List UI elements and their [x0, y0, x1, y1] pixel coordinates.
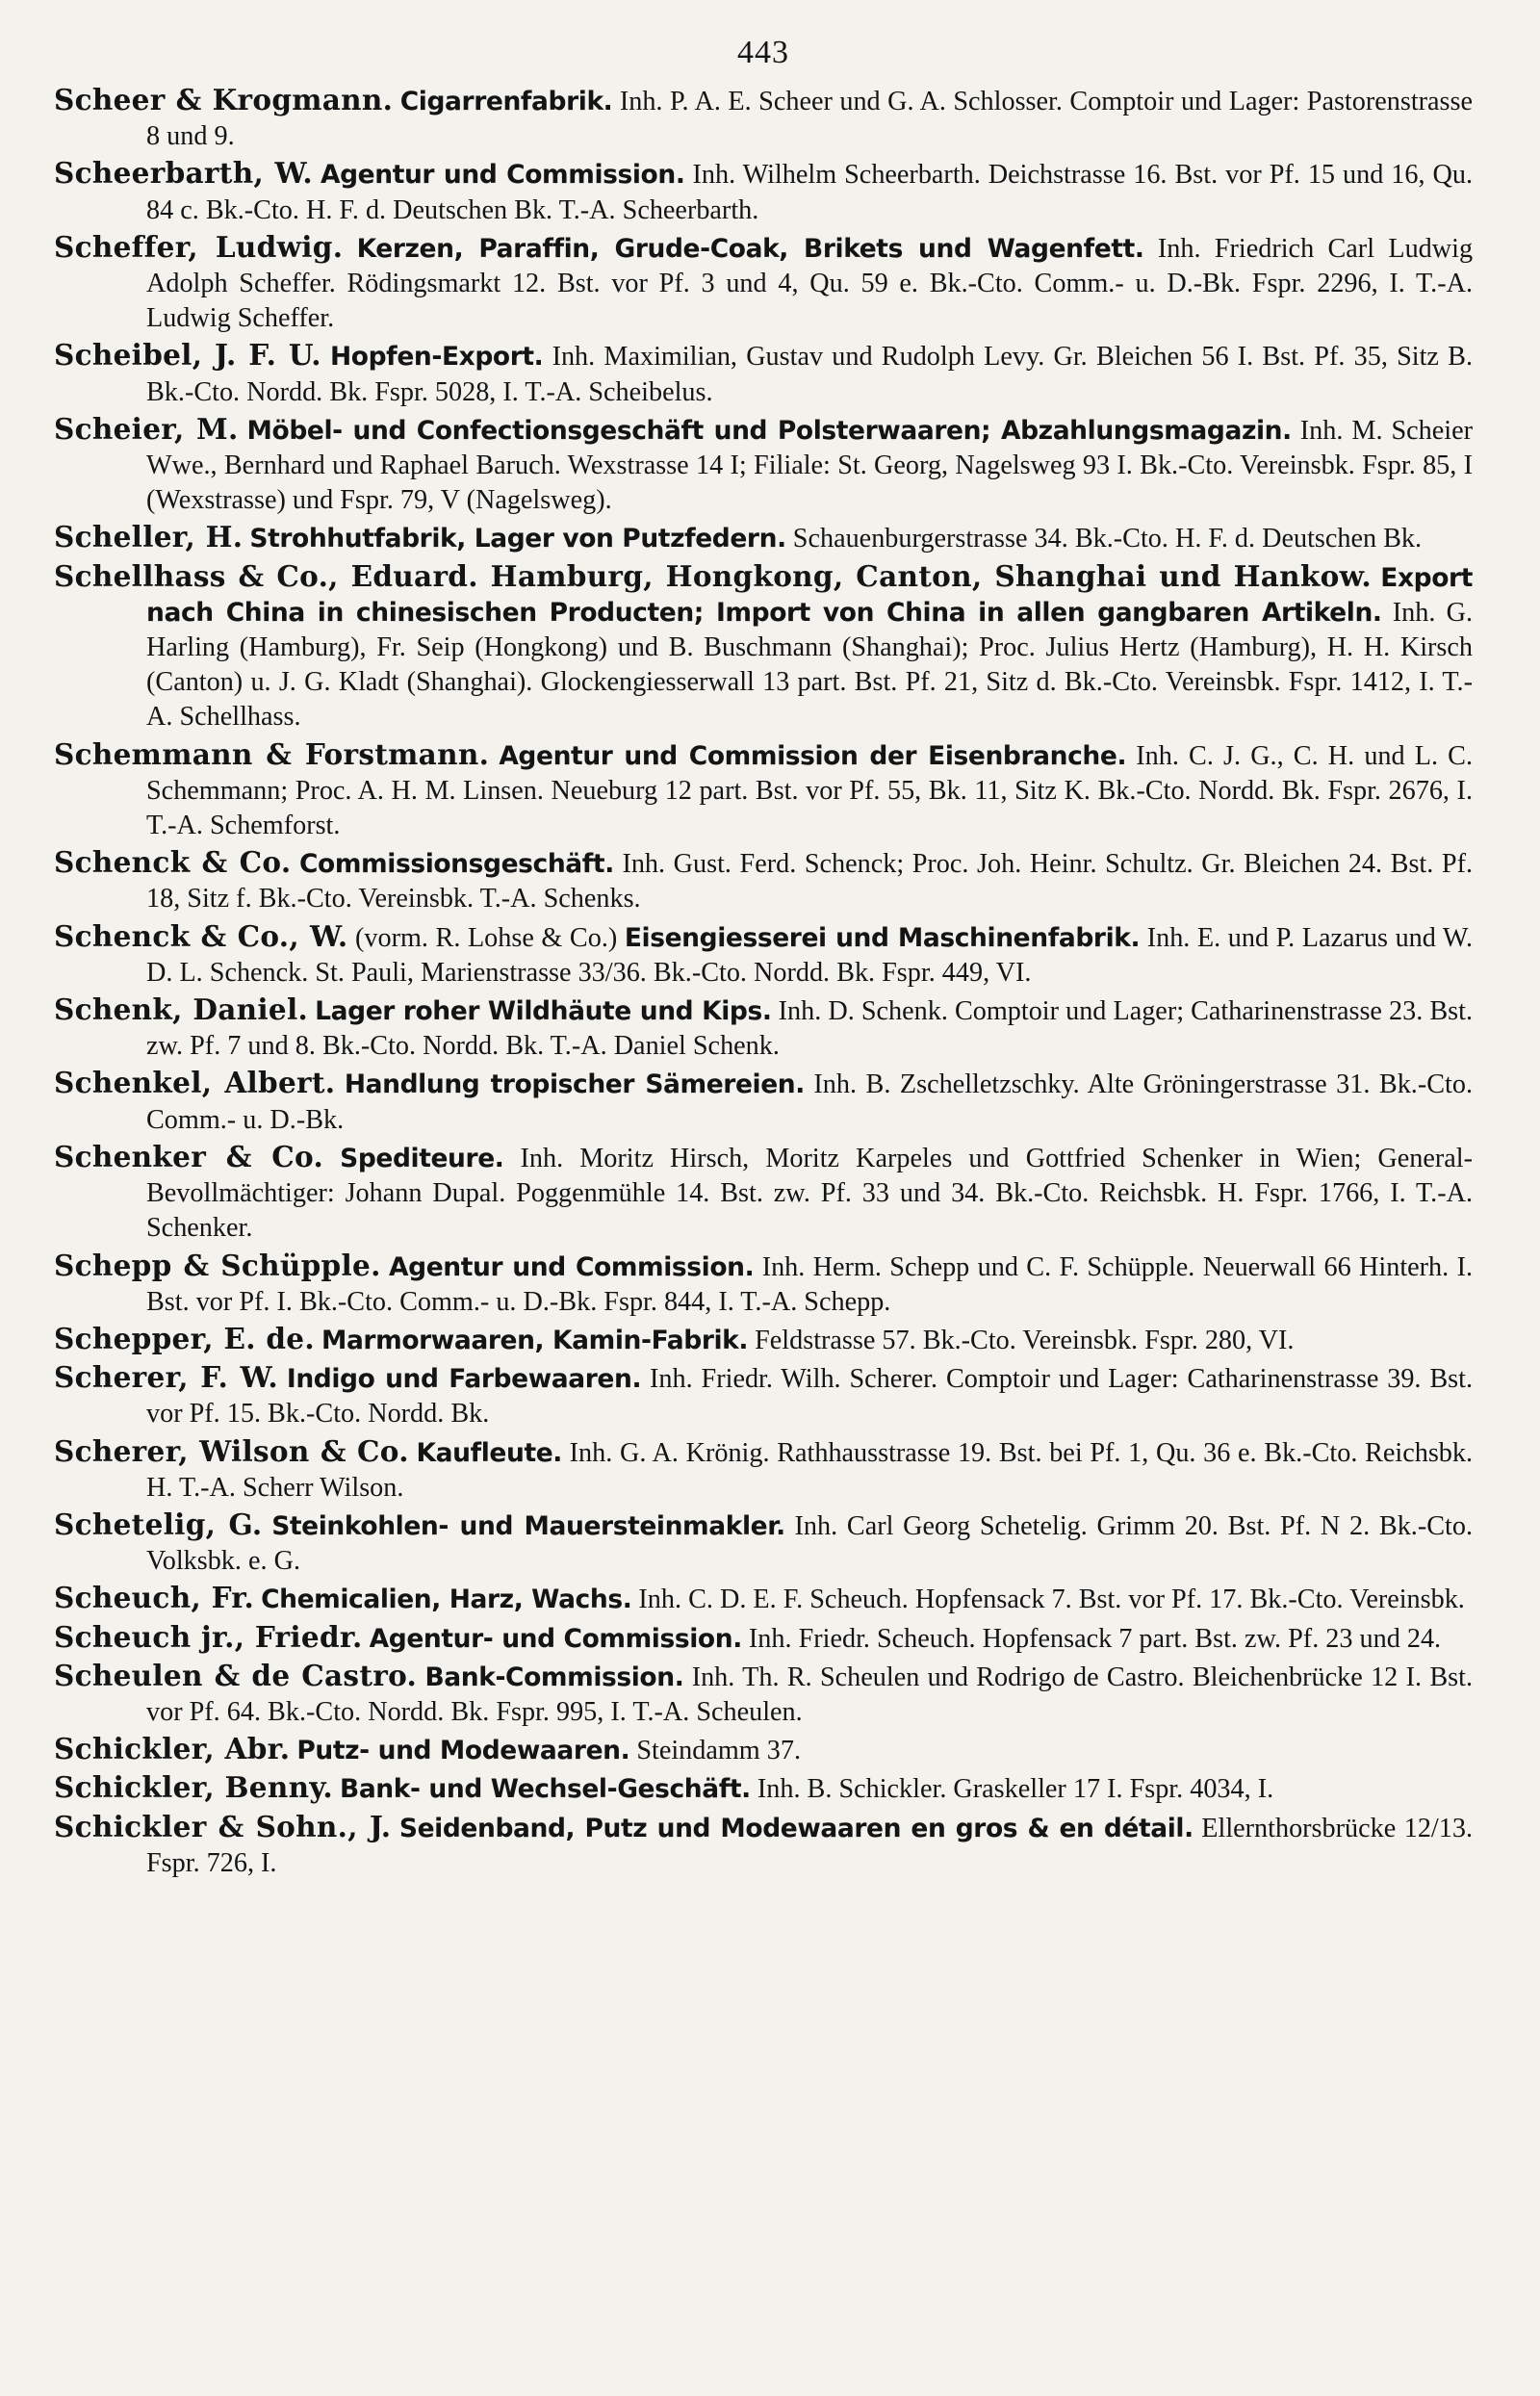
- business-type: Agentur und Commission.: [389, 1251, 755, 1282]
- firm-name: Schepp & Schüpple.: [54, 1248, 381, 1282]
- business-type: Strohhutfabrik, Lager von Putzfedern.: [249, 524, 786, 554]
- business-type: Handlung tropischer Sämereien.: [344, 1069, 805, 1100]
- directory-entry: [54, 1248, 1473, 1320]
- business-type: Lager roher Wildhäute und Kips.: [315, 996, 772, 1027]
- business-type: Putz- und Modewaaren.: [296, 1736, 630, 1766]
- firm-name: Schickler, Benny.: [54, 1770, 333, 1805]
- directory-entry: [54, 229, 1474, 337]
- firm-name: Schenk, Daniel.: [54, 992, 309, 1027]
- business-type: Marmorwaaren, Kamin-Fabrik.: [321, 1325, 749, 1355]
- business-type: Kerzen, Paraffin, Grude-Coak, Brikets und Wagenfett.: [356, 233, 1144, 264]
- firm-name: Scherer, F. W.: [54, 1360, 278, 1395]
- firm-name: Scheuch jr., Friedr.: [54, 1619, 363, 1654]
- directory-entry: [54, 1321, 1473, 1358]
- entry-details: Inh. Gust. Ferd. Schenck; Proc. Joh. Heinr. Schultz. Gr. Bleichen 24. Bst. Pf. 18, Sitz f. Bk.-Cto. Vereinsbk. T.-A. Schenks.: [146, 849, 1473, 915]
- firm-name: Scheerbarth, W.: [54, 156, 313, 191]
- directory-entry: [54, 520, 1473, 556]
- firm-name: Schetelig, G.: [54, 1507, 263, 1541]
- firm-note: (vorm. R. Lohse & Co.): [355, 922, 618, 953]
- directory-entry: [54, 992, 1474, 1064]
- directory-entry: [54, 1581, 1473, 1617]
- firm-name: Schepper, E. de.: [54, 1321, 315, 1355]
- directory-entry: [54, 1770, 1473, 1807]
- business-type: Agentur und Commission der Eisenbranche.: [499, 740, 1127, 771]
- directory-entry: [54, 1732, 1473, 1768]
- business-type: Seidenband, Putz und Modewaaren en gros & en détail.: [398, 1813, 1194, 1843]
- firm-name: Scheuch, Fr.: [54, 1581, 255, 1615]
- entry-details: Inh. B. Zschelletzschky. Alte Gröningerstrasse 31. Bk.-Cto. Comm.- u. D.-Bk.: [146, 1069, 1474, 1135]
- firm-name: Schenker & Co.: [54, 1139, 324, 1173]
- firm-name: Scherer, Wilson & Co.: [54, 1433, 409, 1468]
- directory-entry: [54, 918, 1473, 991]
- directory-entry: [54, 1507, 1473, 1579]
- directory-entry: [54, 411, 1473, 519]
- entry-details: Inh. Wilhelm Scheerbarth. Deichstrasse 16. Bst. vor Pf. 15 und 16, Qu. 84 c. Bk.-Cto. H. F. d. Deutschen Bk. T.-A. Scheerbarth.: [146, 160, 1474, 225]
- entry-details: Feldstrasse 57. Bk.-Cto. Vereinsbk. Fspr. 280, VI.: [755, 1325, 1295, 1355]
- firm-name: Scheulen & de Castro.: [54, 1658, 418, 1692]
- entry-details: Inh. Friedr. Scheuch. Hopfensack 7 part. Bst. zw. Pf. 23 und 24.: [748, 1623, 1442, 1654]
- directory-entry: [54, 1433, 1474, 1506]
- directory-entry: [54, 1658, 1473, 1730]
- business-type: Cigarrenfabrik.: [399, 87, 613, 116]
- firm-name: Schenck & Co.: [54, 845, 292, 880]
- entry-details: Inh. C. J. G., C. H. und L. C. Schemmann; Proc. A. H. M. Linsen. Neueburg 12 part. Bst. vor Pf. 55, Bk. 11, Sitz K. Bk.-Cto. Nordd. Bk. Fspr. 2676, I. T.-A. Schemforst.: [146, 740, 1474, 841]
- entry-details: Schauenburgerstrasse 34. Bk.-Cto. H. F. d. Deutschen Bk.: [792, 524, 1423, 554]
- business-type: Chemicalien, Harz, Wachs.: [261, 1584, 632, 1615]
- firm-name: Schenkel, Albert.: [54, 1066, 336, 1100]
- firm-name: Scheer & Krogmann.: [54, 83, 394, 116]
- directory-entry: [54, 1619, 1473, 1657]
- firm-name: Schemmann & Forstmann.: [54, 736, 490, 771]
- firm-name: Scheller, H.: [54, 520, 244, 554]
- business-type: Commissionsgeschäft.: [298, 849, 614, 880]
- directory-entry: [54, 1066, 1474, 1137]
- firm-name: Schenck & Co., W.: [54, 918, 348, 953]
- firm-name: Schickler, Abr.: [54, 1732, 291, 1766]
- entry-details: Inh. G. A. Krönig. Rathhausstrasse 19. Bst. bei Pf. 1, Qu. 36 e. Bk.-Cto. Reichsbk. H. T.-A. Scherr Wilson.: [146, 1437, 1474, 1503]
- entry-details: Inh. G. Harling (Hamburg), Fr. Seip (Hongkong) und B. Buschmann (Shanghai); Proc. Julius Hertz (Hamburg), H. H. Kirsch (Canton) u. J. G. Kladt (Shanghai). Glockengiesserwall 13 part. Bst. Pf. 21, Sitz d. Bk.-Cto. Vereinsbk. Fspr. 1412, I. T.-A. Schellhass.: [146, 597, 1473, 733]
- directory-entry: [54, 156, 1474, 227]
- entry-details: Inh. Friedrich Carl Ludwig Adolph Scheffer. Rödingsmarkt 12. Bst. vor Pf. 3 und 4, Qu. 59 e. Bk.-Cto. Comm.- u. D.-Bk. Fspr. 2296, I. T.-A. Ludwig Scheffer.: [146, 233, 1474, 334]
- business-type: Kaufleute.: [416, 1437, 562, 1468]
- directory-entry: [54, 1809, 1473, 1881]
- directory-entry: [54, 736, 1474, 844]
- entry-details: Inh. Maximilian, Gustav und Rudolph Levy. Gr. Bleichen 56 I. Bst. Pf. 35, Sitz B. Bk.-Cto. Nordd. Bk. Fspr. 5028, I. T.-A. Scheibelus.: [146, 342, 1474, 407]
- firm-name: Schickler & Sohn., J.: [54, 1809, 392, 1843]
- business-type: Agentur- und Commission.: [369, 1623, 742, 1654]
- entry-details: Steindamm 37.: [636, 1736, 802, 1766]
- entry-details: Inh. Friedr. Wilh. Scherer. Comptoir und Lager: Catharinenstrasse 39. Bst. vor Pf. 15. Bk.-Cto. Nordd. Bk.: [146, 1364, 1474, 1430]
- business-type: Hopfen-Export.: [330, 342, 544, 373]
- directory-entry: [54, 1360, 1474, 1431]
- business-type: Export nach China in chinesischen Producten; Import von China in allen gangbaren Artikeln.: [146, 562, 1473, 628]
- entry-details: Inh. B. Schickler. Graskeller 17 I. Fspr. 4034, I.: [757, 1774, 1274, 1805]
- entry-details: Inh. Moritz Hirsch, Moritz Karpeles und Gottfried Schenker in Wien; General-Bevollmächtiger: Johann Dupal. Poggenmühle 14. Bst. zw. Pf. 33 und 34. Bk.-Cto. Reichsbk. H. Fspr. 1766, I. T.-A. Schenker.: [146, 1143, 1474, 1244]
- entry-details: Inh. M. Scheier Wwe., Bernhard und Raphael Baruch. Wexstrasse 14 I; Filiale: St. Georg, Nagelsweg 93 I. Bk.-Cto. Vereinsbk. Fspr. 85, I (Wexstrasse) und Fspr. 79, V (Nagelsweg).: [146, 415, 1473, 516]
- business-type: Indigo und Farbewaaren.: [286, 1364, 642, 1395]
- entry-details: Inh. Th. R. Scheulen und Rodrigo de Castro. Bleichenbrücke 12 I. Bst. vor Pf. 64. Bk.-Cto. Nordd. Bk. Fspr. 995, I. T.-A. Scheulen.: [146, 1662, 1473, 1727]
- firm-name: Schellhass & Co., Eduard. Hamburg, Hongkong, Canton, Shanghai und Hankow.: [54, 558, 1372, 593]
- firm-name: Scheibel, J. F. U.: [54, 338, 321, 373]
- entry-details: Inh. D. Schenk. Comptoir und Lager; Catharinenstrasse 23. Bst. zw. Pf. 7 und 8. Bk.-Cto. Nordd. Bk. T.-A. Daniel Schenk.: [146, 996, 1474, 1062]
- directory-entry: [54, 1139, 1474, 1247]
- business-type: Spediteure.: [340, 1143, 504, 1173]
- directory-entry: [54, 558, 1473, 735]
- business-type: Bank-Commission.: [424, 1662, 684, 1692]
- business-type: Bank- und Wechsel-Geschäft.: [340, 1774, 751, 1805]
- directory-entry: [54, 83, 1473, 154]
- business-type: Eisengiesserei und Maschinenfabrik.: [624, 922, 1141, 953]
- business-type: Möbel- und Confectionsgeschäft und Polsterwaaren; Abzahlungsmagazin.: [246, 415, 1292, 446]
- firm-name: Scheffer, Ludwig.: [54, 229, 344, 264]
- entry-details: Ellernthorsbrücke 12/13. Fspr. 726, I.: [146, 1813, 1473, 1878]
- directory-entry: [54, 845, 1473, 916]
- page-number: 443: [737, 35, 789, 70]
- entry-details: Inh. Herm. Schepp und C. F. Schüpple. Neuerwall 66 Hinterh. I. Bst. vor Pf. I. Bk.-Cto. Comm.- u. D.-Bk. Fspr. 844, I. T.-A. Schepp.: [146, 1251, 1473, 1317]
- entry-details: Inh. E. und P. Lazarus und W. D. L. Schenck. St. Pauli, Marienstrasse 33/36. Bk.-Cto. Nordd. Bk. Fspr. 449, VI.: [146, 922, 1473, 988]
- entry-details: Inh. Carl Georg Schetelig. Grimm 20. Bst. Pf. N 2. Bk.-Cto. Volksbk. e. G.: [146, 1510, 1473, 1577]
- entry-details: Inh. C. D. E. F. Scheuch. Hopfensack 7. Bst. vor Pf. 17. Bk.-Cto. Vereinsbk.: [638, 1584, 1465, 1615]
- entry-details: Inh. P. A. E. Scheer und G. A. Schlosser. Comptoir und Lager: Pastorenstrasse 8 und 9.: [146, 87, 1473, 152]
- business-type: Steinkohlen- und Mauersteinmakler.: [271, 1510, 785, 1541]
- entry-list: [54, 83, 1473, 1881]
- business-type: Agentur und Commission.: [320, 160, 685, 191]
- directory-entry: [54, 338, 1474, 409]
- firm-name: Scheier, M.: [54, 411, 239, 446]
